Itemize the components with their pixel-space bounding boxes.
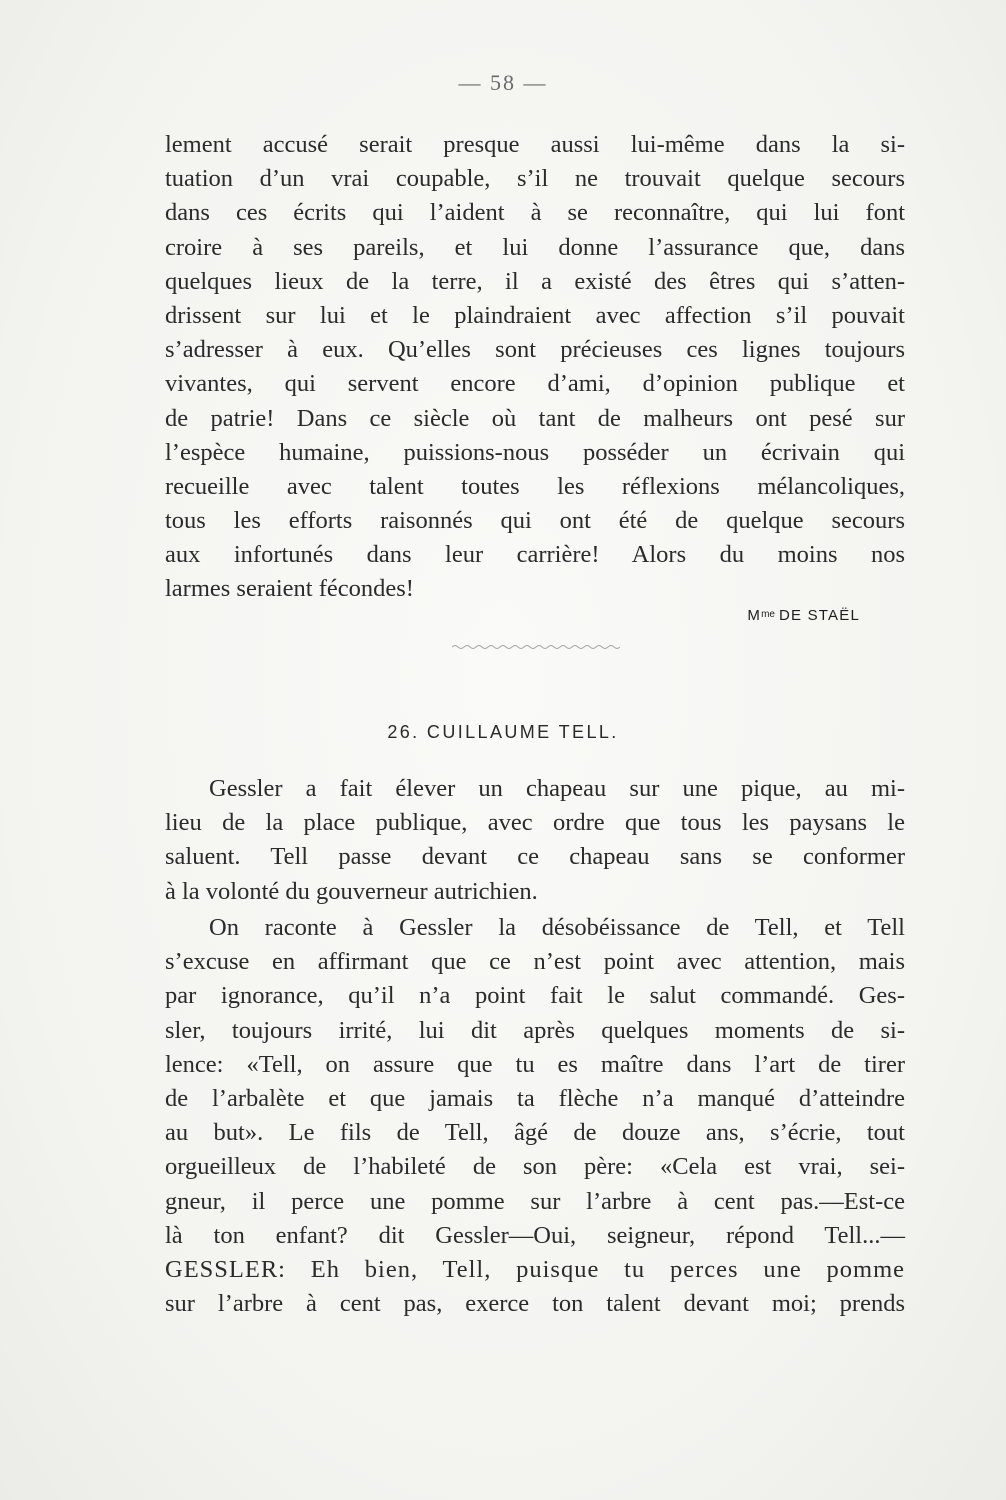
section-heading: 26. CUILLAUME TELL. [387, 722, 619, 742]
passage-line: tuation d’un vrai coupable, s’il ne trouvait quelque secours [165, 165, 905, 193]
signature-prefix: M [747, 607, 762, 624]
paragraph-line: lence: «Tell, on assure que tu es maître dans l’art de tirer [165, 1050, 905, 1078]
paragraph-line: lieu de la place publique, avec ordre que tous les paysans le [165, 809, 905, 837]
passage-text [165, 128, 905, 607]
paragraph-line: à la volonté du gouverneur autrichien. [165, 877, 538, 905]
passage-line: larmes seraient fécondes! [165, 575, 414, 603]
passage-line: de patrie! Dans ce siècle où tant de malheurs ont pesé sur [165, 404, 905, 432]
signature-superscript: me [761, 609, 775, 620]
ornamental-separator [452, 643, 620, 651]
passage-line: croire à ses pareils, et lui donne l’assurance que, dans [165, 233, 905, 261]
paragraph-line: GESSLER: Eh bien, Tell, puisque tu perces une pomme [165, 1255, 905, 1283]
paragraph-line: sur l’arbre à cent pas, exerce ton talent devant moi; prends [165, 1290, 905, 1318]
paragraph-line: là ton enfant? dit Gessler—Oui, seigneur, répond Tell...— [165, 1221, 905, 1249]
paragraph-line: au but». Le fils de Tell, âgé de douze ans, s’écrie, tout [165, 1119, 905, 1147]
paragraph-line: saluent. Tell passe devant ce chapeau sans se conformer [165, 843, 905, 871]
paragraph-2 [165, 911, 905, 1321]
passage-line: recueille avec talent toutes les réflexions mélancoliques, [165, 472, 905, 500]
paragraph-line: de l’arbalète et que jamais ta flèche n’a manqué d’atteindre [165, 1084, 905, 1112]
paragraph-line: par ignorance, qu’il n’a point fait le salut commandé. Ges- [165, 982, 905, 1010]
passage-line: s’adresser à eux. Qu’elles sont précieuses ces lignes toujours [165, 336, 905, 364]
page-number: — 58 — [458, 70, 548, 95]
paragraph-line: s’excuse en affirmant que ce n’est point avec attention, mais [165, 948, 905, 976]
passage-line: l’espèce humaine, puissions-nous posséder un écrivain qui [165, 438, 905, 466]
passage-line: dans ces écrits qui l’aident à se reconnaître, qui lui font [165, 199, 905, 227]
passage-line: vivantes, qui servent encore d’ami, d’opinion publique et [165, 370, 905, 398]
signature-name: DE STAËL [778, 607, 860, 624]
paragraph-line: Gessler a fait élever un chapeau sur une pique, au mi- [209, 775, 905, 802]
passage-line: lement accusé serait presque aussi lui-même dans la si- [165, 131, 905, 158]
passage-line: drissent sur lui et le plaindraient avec affection s’il pouvait [165, 301, 905, 329]
paragraph-1 [165, 772, 905, 909]
passage-line: tous les efforts raisonnés qui ont été de quelque secours [165, 507, 905, 535]
passage-line: quelques lieux de la terre, il a existé des êtres qui s’atten- [165, 267, 905, 295]
paragraph-line: On raconte à Gessler la désobéissance de Tell, et Tell [209, 914, 905, 941]
paragraph-line: orgueilleux de l’habileté de son père: «Cela est vrai, sei- [165, 1153, 905, 1181]
paragraph-line: sler, toujours irrité, lui dit après quelques moments de si- [165, 1016, 905, 1044]
paragraph-line: gneur, il perce une pomme sur l’arbre à cent pas.—Est-ce [165, 1187, 905, 1215]
passage-line: aux infortunés dans leur carrière! Alors du moins nos [165, 541, 905, 569]
author-signature [747, 607, 860, 624]
